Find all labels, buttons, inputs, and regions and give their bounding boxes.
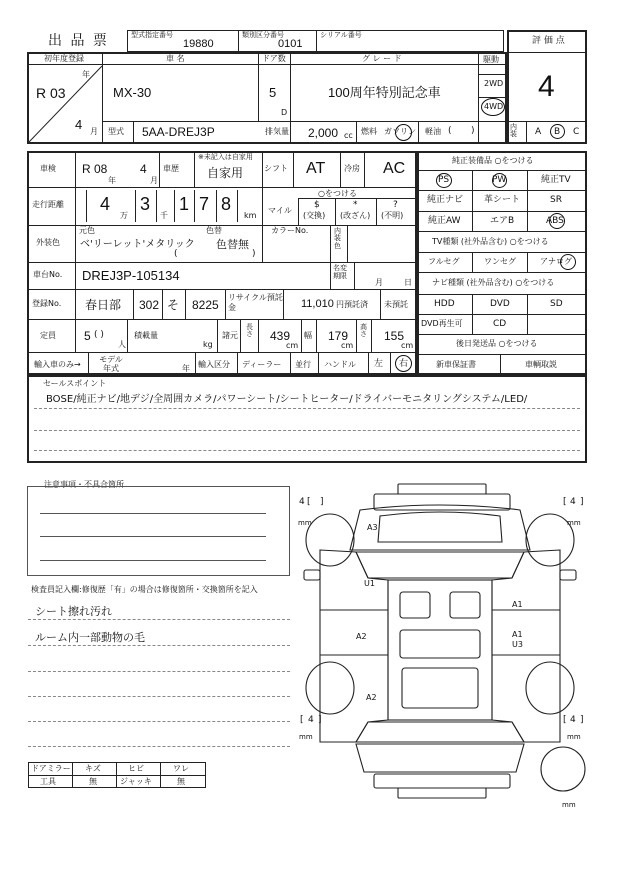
bt-value-1: 無 [89,777,97,786]
mileage-sen-digit: 3 [140,194,151,214]
capacity-paren: ( ) [94,330,104,340]
ac-value: AC [383,160,406,177]
recycle-value: 11,010 [301,298,334,310]
mark-u1: U1 [364,579,375,588]
cat-note: ※未記入は自家用 [198,153,253,161]
meter-circle-note: ○をつける [318,189,357,198]
equip-genuine-tv: 純正TV [541,175,571,185]
tv-analog-circle [560,254,576,270]
shaken-year-unit: 年 [108,176,116,185]
height-label: 高さ [360,323,367,339]
fuel-paren-open: ( [448,126,452,136]
shift-label: シフト [264,164,288,173]
tire-fl-mm: mm [298,519,312,527]
docs-label: 後日発送品 ○をつける [456,339,538,348]
import-only-label: 輸入車のみ→ [34,360,81,369]
length-unit: cm [286,341,299,350]
bt-value-2: ジャッキ [120,777,152,786]
tire-fl-value: 4 [299,497,305,507]
meter-exchange: (交換) [303,211,326,220]
drive-label: 駆動 [483,55,499,64]
tv-oneseg: ワンセグ [484,257,516,266]
tire-rr-mm: mm [567,733,581,741]
model-label: 型式 [108,127,124,136]
bt-header-1: キズ [85,764,101,773]
load-unit: kg [203,340,213,349]
meter-sym-exchange: $ [314,200,320,210]
first-reg-label: 初年度登録 [44,54,84,63]
handle-label: ハンドル [324,360,356,369]
grade-label: グ レ ー ド [362,54,402,63]
orig-color-value: ベ'リーレット'メタリック [80,239,195,250]
doors-label: ドア数 [262,54,286,63]
navi-hdd: HDD [434,299,455,309]
equip-abs: ABS [546,216,564,226]
equip-abs-circle [549,213,565,229]
bt-header-0: ドアミラー [31,764,71,773]
mark-a1-right: A1 [512,600,523,609]
car-name-value: MX-30 [113,85,152,100]
equip-leather: 革シート [484,195,521,205]
shaken-label: 車検 [40,164,56,173]
tire-fr-value: 4 [570,497,576,507]
navi-dvd-play: DVD再生可 [421,319,463,328]
spare-tire-icon [538,744,588,794]
model-year-label: モデル年式 [99,355,123,374]
mileage-label: 走行距離 [32,200,64,209]
fuel-paren-close: ) [471,126,475,136]
mark-a2-left: A2 [356,632,367,641]
note-line-2: ルーム内一部動物の毛 [35,631,145,644]
equip-pw: PW [492,175,507,185]
repaint-paren-open: ( [174,249,178,259]
nc-month: 月 [375,278,383,287]
fuel-gasoline: ガソリン [384,127,416,136]
color-label: 外装色 [36,238,60,247]
navi-sd: SD [550,299,563,309]
recycle-label: リサイクル預託金 [228,293,283,312]
inspector-note: 検査員記入欄:修復歴「有」の場合は修復箇所・交換箇所を記入 [31,585,258,594]
displacement-label: 排気量 [265,127,289,136]
serial-label: シリアル番号 [320,31,362,39]
interior-label: 内装 [510,123,517,138]
tv-fullseg: フルセグ [428,257,460,266]
width-value: 179 [328,329,349,343]
mark-u3: U3 [512,640,523,649]
note-line-1: シート擦れ汚れ [35,605,112,618]
reg-kana: そ [167,298,180,312]
fuel-label: 燃料 [361,127,377,136]
recycle-no: 未預託 [384,300,408,309]
meter-sym-tamper: * [353,200,358,210]
color-no-label: カラーNo. [271,226,309,235]
model-year-unit: 年 [182,364,190,373]
repaint-paren-close: ) [252,249,256,259]
tire-rl-mm: mm [299,733,313,741]
import-cat-label: 輸入区分 [198,360,230,369]
form-title: 出 品 票 [48,33,109,49]
rating-value: 4 [538,70,555,103]
grade-value: 100周年特別記念車 [328,85,441,100]
meter-sym-unknown: ? [393,200,398,210]
door-suffix: D [281,108,288,117]
light-oil: 軽油 [425,127,441,136]
navi-dvd: DVD [490,299,510,309]
docs-warranty: 新車保証書 [436,360,476,369]
displacement-value: 2,000 [308,126,339,140]
reg-label: 登録No. [32,299,62,308]
meter-label: マイル [268,206,292,215]
length-value: 439 [270,329,291,343]
length-label: 長さ [246,323,253,339]
navi-cd: CD [493,319,507,329]
mileage-man-digit: 4 [100,194,111,214]
ac-label: 冷房 [344,164,360,173]
first-reg-era: R 03 [36,85,66,101]
navi-type-label: ナビ種類 (社外品含む) ○をつける [432,278,555,287]
handle-right-circle [395,355,412,372]
repaint-value: 色替無 [216,238,249,251]
equip-ps-circle [436,173,452,188]
reg-area: 春日部 [85,298,122,312]
chassis-label: 車台No. [33,270,63,279]
interior-c: C [573,127,580,137]
doors-value: 5 [269,85,277,100]
month-unit: 月 [90,127,98,136]
interior-b-circle [550,124,565,139]
model-value: 5AA-DREJ3P [142,125,215,139]
dealer-option: ディーラー [242,360,282,369]
recycle-unit: 円預託済 [336,300,368,309]
docs-manual: 車輌取説 [525,360,557,369]
km-unit: km [244,211,257,220]
rating-label: 評 価 点 [532,36,565,46]
dims-label: 諸元 [222,331,238,340]
cat-label: 車歴 [163,164,179,173]
category-value: 0101 [278,38,303,50]
equip-sr: SR [550,195,562,205]
equip-airbag: エアB [490,216,515,226]
model-designation-value: 19880 [183,38,214,50]
name-change-label: 名変期限 [333,264,347,281]
capacity-value: 5 [84,329,91,343]
sales-point-text: BOSE/純正ナビ/地デジ/全周囲カメラ/パワーシート/シートヒーター/ドライバーモニタリングシステム/LED/ [46,394,528,405]
tv-type-label: TV種類 (社外品含む) ○をつける [432,237,549,246]
notes-label: 注意事項・不具合箇所 [44,480,124,489]
shaken-month: 4 [140,162,147,176]
drive-4wd-circle [481,98,505,116]
width-label: 幅 [304,331,312,340]
mileage-digit-2: 7 [199,194,210,214]
tv-analog: アナログ [540,257,572,266]
spare-tire-mm: mm [562,801,576,809]
mark-a3: A3 [367,523,378,532]
mark-a1-rear: A1 [512,630,523,639]
tire-rr-value: 4 [570,715,576,725]
tire-fr-mm: mm [567,519,581,527]
year-unit: 年 [82,70,90,79]
drive-2wd: 2WD [484,79,504,88]
equip-genuine-aw: 純正AW [428,216,461,226]
chassis-value: DREJ3P-105134 [82,268,180,283]
cat-value: 自家用 [207,166,244,180]
equip-ps: PS [438,175,450,185]
equip-pw-circle [492,173,507,188]
height-value: 155 [384,329,405,343]
mark-a2-rear: A2 [366,693,377,702]
reg-class: 302 [139,298,160,312]
cc-unit: cc [344,131,353,140]
bt-value-0: 工具 [40,777,56,786]
height-unit: cm [401,341,414,350]
parallel-option: 並行 [295,360,311,369]
shift-value: AT [306,160,326,177]
capacity-label: 定員 [40,331,56,340]
handle-right: 右 [399,359,409,369]
genuine-equip-label: 純正装備品 ○をつける [452,156,534,165]
fuel-gasoline-circle [395,124,412,141]
reg-number: 8225 [192,298,219,312]
width-unit: cm [341,341,354,350]
bt-header-3: ワレ [173,764,189,773]
first-reg-month: 4 [75,117,83,132]
mileage-digit-1: 1 [179,194,190,214]
interior-color-label: 内装色 [334,227,341,250]
equip-genuine-navi: 純正ナビ [427,195,464,205]
man-unit: 万 [120,211,128,220]
mileage-digit-3: 8 [221,194,232,214]
handle-left: 左 [374,359,384,369]
orig-color-label: 元色 [79,226,95,235]
capacity-unit: 人 [118,340,126,349]
shaken-month-unit: 月 [150,176,158,185]
notes-box [27,486,290,576]
tire-rl-value: 4 [308,715,314,725]
repaint-label: 色替 [206,226,222,235]
bt-header-2: ヒビ [128,764,144,773]
category-label: 類別区分番号 [242,31,284,39]
bt-value-3: 無 [177,777,185,786]
drive-4wd: 4WD [484,102,504,111]
car-name-label: 車 名 [166,54,185,63]
sales-point-label: セールスポイント [43,379,107,388]
meter-unknown: (不明) [381,211,404,220]
load-label: 積載量 [134,331,158,340]
sen-unit: 千 [160,211,168,220]
interior-b: B [554,127,561,137]
shaken-era: R 08 [82,162,108,176]
model-designation-label: 型式指定番号 [131,31,173,39]
nc-day: 日 [404,278,412,287]
interior-a: A [535,127,542,137]
meter-tamper: (改ざん) [340,211,371,220]
